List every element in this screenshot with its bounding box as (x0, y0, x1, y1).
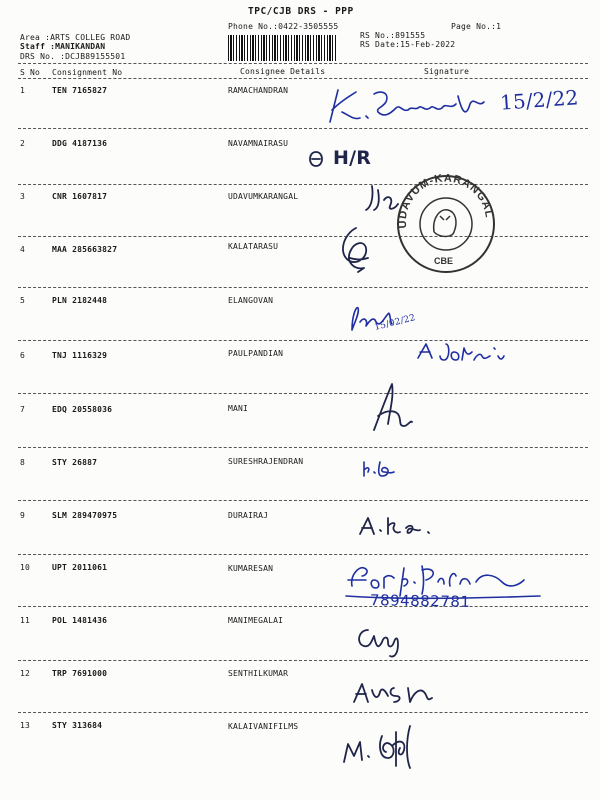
row-consignment: STY 26887 (52, 458, 98, 467)
svg-text:UDAVUM-KARANGAL (397, 172, 495, 228)
signature-row-2 (306, 148, 336, 172)
signature-row-7 (368, 380, 418, 438)
row-consignee: SURESHRAJENDRAN (228, 457, 304, 466)
page-number: Page No.:1 (451, 22, 502, 31)
row-consignment: MAA 285663827 (52, 245, 118, 254)
handwritten-phone: 7894882781 (369, 591, 471, 611)
column-header-consignee: Consignee Details (240, 67, 326, 76)
row-consignee: DURAIRAJ (228, 511, 269, 520)
row-consignment: SLM 289470975 (52, 511, 118, 520)
row-consignee: MANIMEGALAI (228, 616, 284, 625)
row-sno: 9 (20, 511, 26, 520)
row-consignment: TRP 7691000 (52, 669, 108, 678)
row-sno: 11 (20, 616, 31, 625)
company-stamp (394, 172, 498, 276)
row-consignee: KUMARESAN (228, 564, 274, 573)
divider (18, 63, 588, 64)
column-header-signature: Signature (424, 67, 470, 76)
divider (18, 447, 588, 448)
row-consignee: KALATARASU (228, 242, 279, 251)
row-consignment: POL 1481436 (52, 616, 108, 625)
stamp-city: CBE (434, 256, 454, 266)
row-consignment: TNJ 1116329 (52, 351, 108, 360)
column-header-consignment: Consignment No (52, 68, 123, 77)
divider (18, 236, 588, 237)
row-consignment: EDQ 20558036 (52, 405, 113, 414)
row-consignee: RAMACHANDRAN (228, 86, 289, 95)
signature-row-9 (354, 514, 444, 538)
rs-number: RS No.:891555 (360, 31, 426, 40)
row-sno: 3 (20, 192, 26, 201)
row-consignee: PAULPANDIAN (228, 349, 284, 358)
drs-number: DRS No. :DCJB89155501 (20, 52, 126, 61)
row-sno: 13 (20, 721, 31, 730)
barcode (228, 35, 338, 61)
handwritten-date: 15/02/22 (373, 313, 417, 333)
row-consignment: UPT 2011061 (52, 563, 108, 572)
row-sno: 2 (20, 139, 26, 148)
divider (18, 184, 588, 185)
row-consignee: KALAIVANIFILMS (228, 722, 299, 731)
area-field: Area :ARTS COLLEG ROAD (20, 33, 131, 42)
handwritten-date: 15/2/22 (499, 85, 580, 115)
signature-row-13 (340, 722, 430, 772)
divider (18, 606, 588, 607)
row-sno: 8 (20, 458, 26, 467)
row-consignment: DDG 4187136 (52, 139, 108, 148)
stamp-text: UDAVUM-KARANGAL (396, 172, 495, 229)
row-sno: 4 (20, 245, 26, 254)
signature-row-8 (360, 458, 410, 480)
divider (18, 712, 588, 713)
divider (18, 660, 588, 661)
row-sno: 6 (20, 351, 26, 360)
row-sno: 5 (20, 296, 26, 305)
row-consignee: MANI (228, 404, 249, 413)
divider (18, 554, 588, 555)
handwritten-mark: H/R (333, 147, 372, 169)
row-sno: 12 (20, 669, 31, 678)
signature-row-11 (354, 624, 414, 660)
signature-row-6 (410, 340, 510, 366)
rs-date: RS Date:15-Feb-2022 (360, 40, 456, 49)
divider (18, 78, 588, 79)
staff-field: Staff :MANIKANDAN (20, 42, 106, 51)
row-consignment: STY 313684 (52, 721, 103, 730)
signature-row-12 (352, 678, 442, 708)
signature-row-3 (364, 180, 404, 220)
row-consignee: ELANGOVAN (228, 296, 274, 305)
row-consignee: UDAVUMKARANGAL (228, 192, 299, 201)
signature-row-4 (334, 222, 382, 274)
row-consignment: CNR 1607817 (52, 192, 108, 201)
column-header-sno: S No (20, 68, 41, 77)
row-consignment: PLN 2182448 (52, 296, 108, 305)
row-sno: 7 (20, 405, 26, 414)
sheet-title: TPC/CJB DRS - PPP (248, 6, 354, 17)
row-consignment: TEN 7165827 (52, 86, 108, 95)
divider (18, 287, 588, 288)
divider (18, 393, 588, 394)
row-consignee: SENTHILKUMAR (228, 669, 289, 678)
row-sno: 10 (20, 563, 31, 572)
divider (18, 500, 588, 501)
phone-number: Phone No.:0422-3505555 (228, 22, 339, 31)
row-sno: 1 (20, 86, 26, 95)
row-consignee: NAVAMNAIRASU (228, 139, 289, 148)
